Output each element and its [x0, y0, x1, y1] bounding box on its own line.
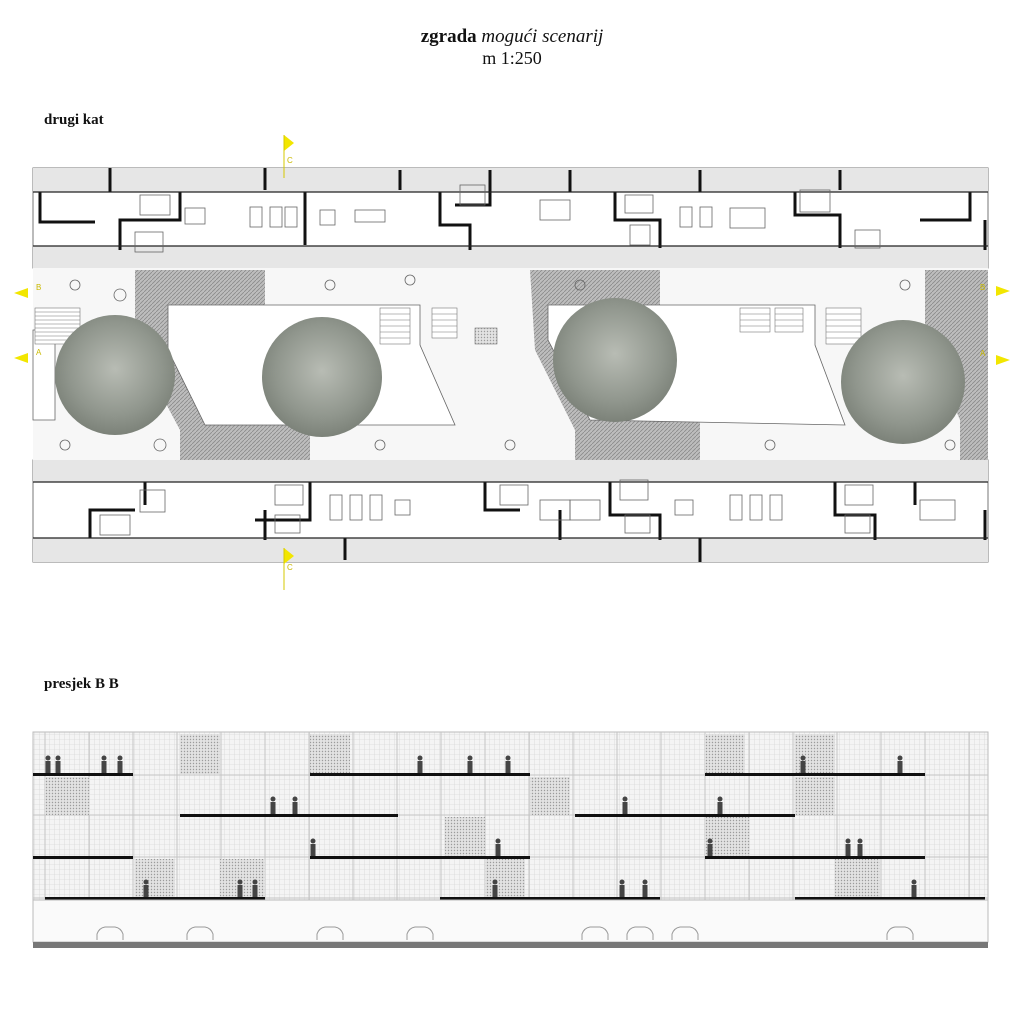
ground-line [33, 942, 988, 948]
person-icon [56, 756, 61, 774]
person-icon [468, 756, 473, 774]
person-icon [718, 797, 723, 815]
person-icon [118, 756, 123, 774]
person-icon [506, 756, 511, 774]
person-icon [623, 797, 628, 815]
north-corridor-band [33, 246, 988, 268]
person-icon [238, 880, 243, 898]
marker-bottom-letter: C [287, 563, 293, 572]
south-service-band [33, 538, 988, 562]
scale-label: m 1:250 [482, 48, 542, 68]
title-bold: zgrada [420, 26, 477, 47]
marker-left-b [14, 288, 28, 298]
person-icon [846, 839, 851, 857]
marker-left-lower-letter: A [36, 348, 42, 357]
marker-top-c [284, 135, 294, 151]
person-icon [496, 839, 501, 857]
marker-left-upper-letter: B [36, 283, 42, 292]
tree-icon [841, 320, 965, 444]
marker-left-a [14, 353, 28, 363]
marker-top-letter: C [287, 156, 293, 165]
floor-plan [14, 135, 1010, 590]
person-icon [418, 756, 423, 774]
person-icon [643, 880, 648, 898]
person-icon [708, 839, 713, 857]
person-icon [311, 839, 316, 857]
tree-icon [262, 317, 382, 437]
marker-right-a [996, 355, 1010, 365]
marker-right-lower-letter: A [980, 349, 986, 358]
person-icon [912, 880, 917, 898]
person-icon [271, 797, 276, 815]
person-icon [102, 756, 107, 774]
section-label: presjek B B [44, 676, 119, 692]
person-icon [293, 797, 298, 815]
north-service-band [33, 168, 988, 192]
person-icon [493, 880, 498, 898]
parking-level [33, 900, 988, 942]
person-icon [898, 756, 903, 774]
section-drawing [33, 732, 988, 948]
plan-label: drugi kat [44, 112, 104, 128]
marker-right-b [996, 286, 1010, 296]
person-icon [253, 880, 258, 898]
title-italic: mogući scenarij [481, 26, 604, 47]
tree-icon [55, 315, 175, 435]
tree-icon [553, 298, 677, 422]
person-icon [144, 880, 149, 898]
person-icon [858, 839, 863, 857]
person-icon [620, 880, 625, 898]
person-icon [46, 756, 51, 774]
south-corridor-band [33, 460, 988, 482]
person-icon [801, 756, 806, 774]
marker-right-upper-letter: B [980, 283, 986, 292]
